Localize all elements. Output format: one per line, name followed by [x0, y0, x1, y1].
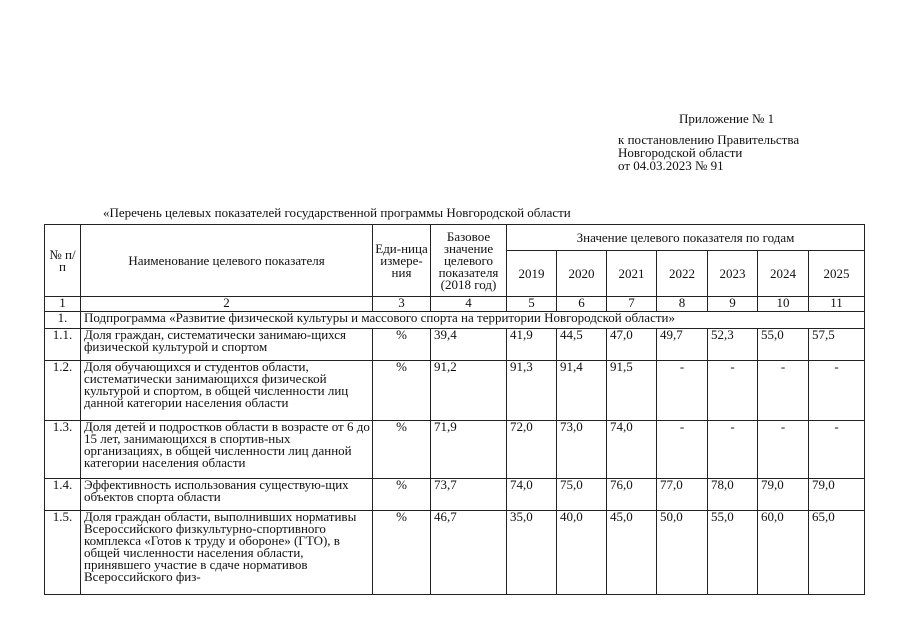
appendix-line-2: Новгородской области — [618, 145, 743, 160]
column-number: 10 — [758, 297, 809, 312]
header-num: № п/п — [45, 225, 81, 297]
header-unit: Еди-ница измере-ния — [373, 225, 431, 297]
row-num: 1.4. — [45, 479, 81, 511]
appendix-title: Приложение № 1 — [679, 111, 775, 126]
row-base: 39,4 — [431, 329, 507, 361]
row-value: 91,4 — [557, 361, 607, 421]
row-base: 71,9 — [431, 421, 507, 479]
header-year: 2019 — [507, 251, 557, 297]
indicators-table — [44, 224, 865, 595]
row-value: - — [758, 361, 809, 421]
row-num: 1.3. — [45, 421, 81, 479]
subprogram-row — [45, 312, 865, 329]
row-value: 79,0 — [758, 479, 809, 511]
row-value: 49,7 — [657, 329, 708, 361]
row-value: 50,0 — [657, 511, 708, 595]
row-unit: % — [373, 511, 431, 595]
row-value: 65,0 — [809, 511, 865, 595]
row-value: 52,3 — [708, 329, 758, 361]
column-number: 11 — [809, 297, 865, 312]
row-value: - — [809, 421, 865, 479]
row-unit: % — [373, 479, 431, 511]
row-base: 46,7 — [431, 511, 507, 595]
table-row — [45, 511, 865, 595]
header-year: 2023 — [708, 251, 758, 297]
row-value: 75,0 — [557, 479, 607, 511]
row-value: 77,0 — [657, 479, 708, 511]
row-value: 60,0 — [758, 511, 809, 595]
row-value: - — [657, 361, 708, 421]
row-value: 45,0 — [607, 511, 657, 595]
row-value: 78,0 — [708, 479, 758, 511]
column-number: 3 — [373, 297, 431, 312]
header-name: Наименование целевого показателя — [81, 225, 373, 297]
row-unit: % — [373, 361, 431, 421]
row-name: Доля обучающихся и студентов области, систематически занимающихся физической культурой и спортом, в общей численности лиц данной категории населения области — [81, 361, 373, 421]
row-value: 72,0 — [507, 421, 557, 479]
column-number: 2 — [81, 297, 373, 312]
row-num: 1.2. — [45, 361, 81, 421]
column-number: 7 — [607, 297, 657, 312]
row-value: 74,0 — [607, 421, 657, 479]
subprogram-num: 1. — [45, 312, 81, 329]
row-value: - — [657, 421, 708, 479]
header-years-group: Значение целевого показателя по годам — [507, 225, 865, 251]
row-value: 35,0 — [507, 511, 557, 595]
column-number: 9 — [708, 297, 758, 312]
row-value: - — [809, 361, 865, 421]
table-row — [45, 479, 865, 511]
row-value: 74,0 — [507, 479, 557, 511]
header-year: 2021 — [607, 251, 657, 297]
row-value: 55,0 — [708, 511, 758, 595]
row-name: Доля граждан области, выполнивших нормативы Всероссийского физкультурно-спортивного комплекса «Готов к труду и обороне» (ГТО), в общей численности населения области, принявшего участие в сдаче нормативов Всероссийского физ- — [81, 511, 373, 595]
header-year: 2020 — [557, 251, 607, 297]
row-value: 76,0 — [607, 479, 657, 511]
header-year: 2025 — [809, 251, 865, 297]
row-value: 40,0 — [557, 511, 607, 595]
row-num: 1.5. — [45, 511, 81, 595]
header-year: 2024 — [758, 251, 809, 297]
table-row — [45, 329, 865, 361]
row-name: Доля детей и подростков области в возрасте от 6 до 15 лет, занимающихся в спортив-ных организациях, в общей численности лиц данной категории населения области — [81, 421, 373, 479]
row-value: - — [708, 361, 758, 421]
row-value: 73,0 — [557, 421, 607, 479]
row-value: 79,0 — [809, 479, 865, 511]
row-num: 1.1. — [45, 329, 81, 361]
row-value: - — [758, 421, 809, 479]
column-number: 4 — [431, 297, 507, 312]
column-number: 8 — [657, 297, 708, 312]
row-value: 44,5 — [557, 329, 607, 361]
appendix-line-1: к постановлению Правительства — [618, 132, 800, 147]
row-value: 55,0 — [758, 329, 809, 361]
table-row — [45, 361, 865, 421]
row-name: Доля граждан, систематически занимаю-щихся физической культурой и спортом — [81, 329, 373, 361]
column-number: 5 — [507, 297, 557, 312]
row-base: 73,7 — [431, 479, 507, 511]
column-number: 1 — [45, 297, 81, 312]
header-year: 2022 — [657, 251, 708, 297]
column-number: 6 — [557, 297, 607, 312]
row-unit: % — [373, 329, 431, 361]
row-name: Эффективность использования существую-щих объектов спорта области — [81, 479, 373, 511]
document-title: «Перечень целевых показателей государственной программы Новгородской области — [103, 205, 571, 220]
row-value: - — [708, 421, 758, 479]
row-value: 57,5 — [809, 329, 865, 361]
row-value: 91,5 — [607, 361, 657, 421]
row-value: 41,9 — [507, 329, 557, 361]
subprogram-title: Подпрограмма «Развитие физической культуры и массового спорта на территории Новгородской области» — [81, 312, 865, 329]
row-unit: % — [373, 421, 431, 479]
row-value: 91,3 — [507, 361, 557, 421]
header-base: Базовое значение целевого показателя (2018 год) — [431, 225, 507, 297]
table-row — [45, 421, 865, 479]
row-value: 47,0 — [607, 329, 657, 361]
appendix-line-3: от 04.03.2023 № 91 — [618, 158, 724, 173]
row-base: 91,2 — [431, 361, 507, 421]
